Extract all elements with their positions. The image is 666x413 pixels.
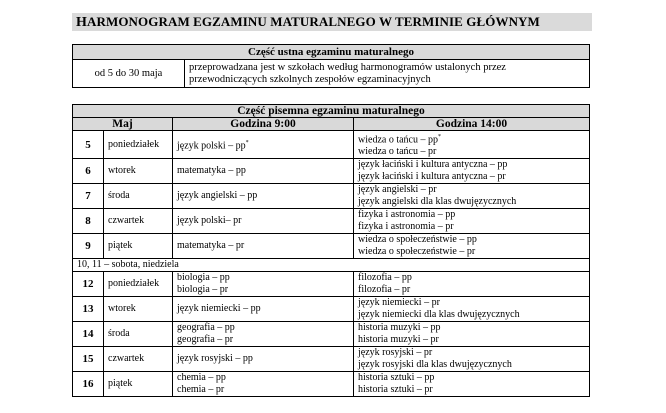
exam-9-line: język polski– pr (177, 215, 242, 227)
day-number: 15 (73, 347, 104, 372)
exam-9-line: język rosyjski – pp (177, 353, 253, 365)
oral-exam-table (72, 44, 590, 88)
day-number: 6 (73, 159, 104, 184)
exam-9-line: geografia – pp (177, 322, 235, 334)
oral-dates: od 5 do 30 maja (73, 60, 185, 88)
exam-9 (173, 184, 354, 209)
exam-14-line: fizyka i astronomia – pr (358, 221, 454, 233)
exam-14-line: wiedza o tańcu – pr (358, 146, 437, 158)
weekend-row (73, 259, 590, 272)
exam-14-line: historia sztuki – pp (358, 372, 435, 384)
weekday: wtorek (104, 297, 173, 322)
exam-9 (173, 272, 354, 297)
exam-9 (173, 297, 354, 322)
weekday: wtorek (104, 159, 173, 184)
col-14: Godzina 14:00 (354, 118, 590, 131)
footnote-marker: * (437, 134, 441, 140)
written-header: Część pisemna egzaminu maturalnego (73, 105, 590, 118)
document-title (72, 13, 592, 31)
exam-14-line: historia muzyki – pp (358, 322, 441, 334)
exam-9-line: matematyka – pp (177, 165, 246, 177)
exam-9-line: chemia – pr (177, 384, 225, 396)
exam-14 (354, 184, 590, 209)
exam-14-line: wiedza o społeczeństwie – pp (358, 234, 477, 246)
title-rest: ARMONOGRAM EGZAMINU MATURALNEGO W TERMINIE GŁÓWNYM (87, 14, 540, 29)
weekday: czwartek (104, 209, 173, 234)
table-row (73, 372, 590, 397)
day-number: 7 (73, 184, 104, 209)
exam-14-line: filozofia – pr (358, 284, 411, 296)
exam-14 (354, 131, 590, 159)
exam-14-line: historia sztuki – pr (358, 384, 433, 396)
oral-header: Część ustna egzaminu maturalnego (73, 45, 590, 60)
exam-14-line: filozofia – pp (358, 272, 412, 284)
exam-9 (173, 234, 354, 259)
table-row (73, 159, 590, 184)
exam-9-line: język angielski – pp (177, 190, 258, 202)
day-number: 13 (73, 297, 104, 322)
day-number: 14 (73, 322, 104, 347)
exam-14 (354, 347, 590, 372)
table-row (73, 322, 590, 347)
title-first-letter: H (76, 15, 87, 30)
weekday: środa (104, 322, 173, 347)
exam-14-line: historia muzyki – pr (358, 334, 439, 346)
day-number: 8 (73, 209, 104, 234)
exam-9 (173, 209, 354, 234)
day-number: 12 (73, 272, 104, 297)
exam-9-line: matematyka – pr (177, 240, 245, 252)
day-number: 9 (73, 234, 104, 259)
exam-14-line: język niemiecki – pr (358, 297, 440, 309)
day-number: 16 (73, 372, 104, 397)
exam-9-line: biologia – pp (177, 272, 230, 284)
exam-9-line: geografia – pr (177, 334, 234, 346)
exam-14 (354, 297, 590, 322)
table-row (73, 209, 590, 234)
exam-14 (354, 322, 590, 347)
exam-9-line: chemia – pp (177, 372, 226, 384)
exam-14-line: język angielski – pr (358, 184, 437, 196)
exam-9 (173, 347, 354, 372)
weekday: piątek (104, 372, 173, 397)
weekend-label: 10, 11 – sobota, niedziela (73, 259, 590, 272)
col-9: Godzina 9:00 (173, 118, 354, 131)
weekday: piątek (104, 234, 173, 259)
exam-9-line: język polski – pp* (177, 140, 249, 152)
exam-14-line: język angielski dla klas dwujęzycznych (358, 196, 517, 208)
table-row (73, 297, 590, 322)
schedule-rows (73, 131, 590, 397)
exam-9 (173, 372, 354, 397)
weekday: czwartek (104, 347, 173, 372)
exam-14-line: wiedza o społeczeństwie – pr (358, 246, 476, 258)
written-exam-table (72, 104, 590, 397)
exam-9 (173, 159, 354, 184)
exam-9-line: język niemiecki – pp (177, 303, 261, 315)
exam-14-line: fizyka i astronomia – pp (358, 209, 456, 221)
exam-14-line: język rosyjski – pr (358, 347, 433, 359)
exam-14 (354, 159, 590, 184)
exam-14 (354, 234, 590, 259)
weekday: poniedziałek (104, 272, 173, 297)
weekday: środa (104, 184, 173, 209)
exam-14 (354, 372, 590, 397)
exam-9-line: biologia – pr (177, 284, 229, 296)
oral-description: przeprowadzana jest w szkołach według harmonogramów ustalonych przez przewodniczących szkolnych zespołów egzaminacyjnych (185, 60, 590, 88)
table-row (73, 131, 590, 159)
table-row (73, 272, 590, 297)
table-row (73, 347, 590, 372)
weekday: poniedziałek (104, 131, 173, 159)
day-number: 5 (73, 131, 104, 159)
table-row (73, 184, 590, 209)
exam-14-line: język rosyjski dla klas dwujęzycznych (358, 359, 512, 371)
exam-9 (173, 322, 354, 347)
exam-14-line: język łaciński i kultura antyczna – pp (358, 159, 508, 171)
exam-14 (354, 272, 590, 297)
exam-14 (354, 209, 590, 234)
exam-14-line: wiedza o tańcu – pp* (358, 134, 441, 146)
exam-9 (173, 131, 354, 159)
col-month: Maj (73, 118, 173, 131)
exam-14-line: język łaciński i kultura antyczna – pr (358, 171, 506, 183)
exam-14-line: język niemiecki dla klas dwujęzycznych (358, 309, 520, 321)
table-row (73, 234, 590, 259)
footnote-marker: * (245, 140, 249, 146)
